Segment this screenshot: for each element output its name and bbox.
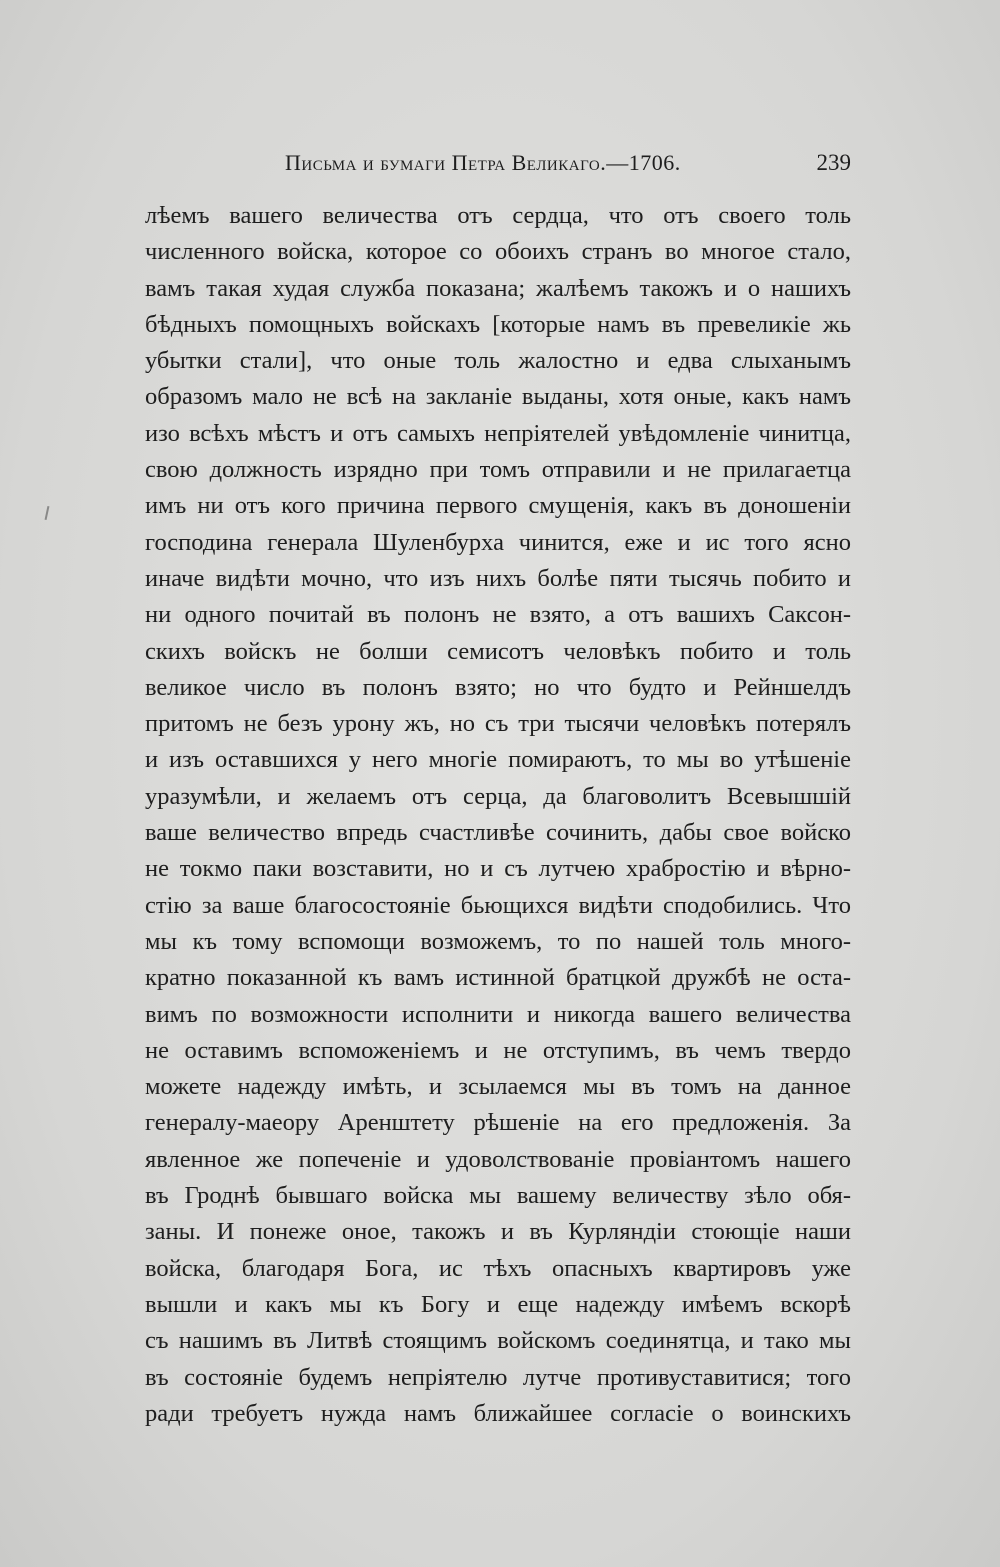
body-text (145, 198, 851, 1432)
text-line: заны. И понеже оное, такожъ и въ Курляндіи стоющіе наши (145, 1218, 851, 1246)
text-line: явленное же попеченіе и удоволствованіе провіантомъ нашего (145, 1145, 851, 1173)
text-line: стію за ваше благосостояніе бьющихся видѣти сподобились. Что (145, 891, 851, 919)
text-line: бѣдныхъ помощныхъ войскахъ [которые намъ въ превеликіе жь (145, 310, 851, 338)
text-line: иначе видѣти мочно, что изъ нихъ болѣе пяти тысячь побито и (145, 564, 851, 592)
text-line: ни одного почитай въ полонъ не взято, а отъ вашихъ Саксон- (145, 601, 851, 629)
text-line: изо всѣхъ мѣстъ и отъ самыхъ непріятелей увѣдомленіе чинитца, (145, 419, 851, 447)
text-line: скихъ войскъ не болши семисотъ человѣкъ побито и толь (145, 637, 851, 665)
running-head-title: Письма и бумаги Петра Великаго.—1706. (285, 150, 681, 175)
text-line: съ нашимъ въ Литвѣ стоящимъ войскомъ соединятца, и тако мы (145, 1327, 851, 1355)
margin-mark (45, 506, 50, 520)
text-line: вышли и какъ мы къ Богу и еще надежду имѣемъ вскорѣ (145, 1290, 851, 1318)
text-line: вамъ такая худая служба показана; жалѣемъ такожъ и о нашихъ (145, 274, 851, 302)
text-line: уразумѣли, и желаемъ отъ серца, да благоволитъ Всевышшій (145, 782, 851, 810)
text-line: въ состояніе будемъ непріятелю лутче противуставитися; того (145, 1363, 851, 1391)
text-line: не токмо паки возставити, но и съ лутчею храбростію и вѣрно- (145, 855, 851, 883)
text-line: численного войска, которое со обоихъ странъ во многое стало, (145, 238, 851, 266)
text-line: генералу-маеору Аренштету рѣшеніе на его предложенія. За (145, 1109, 851, 1137)
text-line: мы къ тому вспомощи возможемъ, то по нашей толь много- (145, 927, 851, 955)
running-head (145, 150, 851, 190)
text-line: ваше величество впредь счастливѣе сочинить, дабы свое войско (145, 819, 851, 847)
text-line: убытки стали], что оные толь жалостно и едва слыханымъ (145, 347, 851, 375)
text-line: ради требуетъ нужда намъ ближайшее согласіе о воинскихъ (145, 1399, 851, 1427)
text-line: свою должность изрядно при томъ отправили и не прилагаетца (145, 456, 851, 484)
text-line: лѣемъ вашего величества отъ сердца, что отъ своего толь (145, 202, 851, 229)
text-line: можете надежду имѣть, и зсылаемся мы въ томъ на данное (145, 1073, 851, 1101)
text-line: господина генерала Шуленбурха чинится, еже и ис того ясно (145, 528, 851, 556)
text-line: въ Гроднѣ бывшаго войска мы вашему величеству зѣло обя- (145, 1182, 851, 1210)
page-number: 239 (816, 150, 851, 175)
text-line: вимъ по возможности исполнити и никогда вашего величества (145, 1000, 851, 1028)
text-line: великое число въ полонъ взято; но что будто и Рейншелдъ (145, 673, 851, 701)
text-line: притомъ не безъ урону жъ, но съ три тысячи человѣкъ потерялъ (145, 710, 851, 738)
text-line: войска, благодаря Бога, ис тѣхъ опасныхъ квартировъ уже (145, 1254, 851, 1282)
text-line: имъ ни отъ кого причина первого смущенія, какъ въ доношеніи (145, 492, 851, 520)
text-line: кратно показанной къ вамъ истинной братцкой дружбѣ не оста- (145, 964, 851, 992)
text-line: и изъ оставшихся у него многіе помираютъ, то мы во утѣшеніе (145, 746, 851, 774)
text-line: образомъ мало не всѣ на закланіе выданы, хотя оные, какъ намъ (145, 383, 851, 411)
text-line: не оставимъ вспоможеніемъ и не отступимъ, въ чемъ твердо (145, 1036, 851, 1064)
